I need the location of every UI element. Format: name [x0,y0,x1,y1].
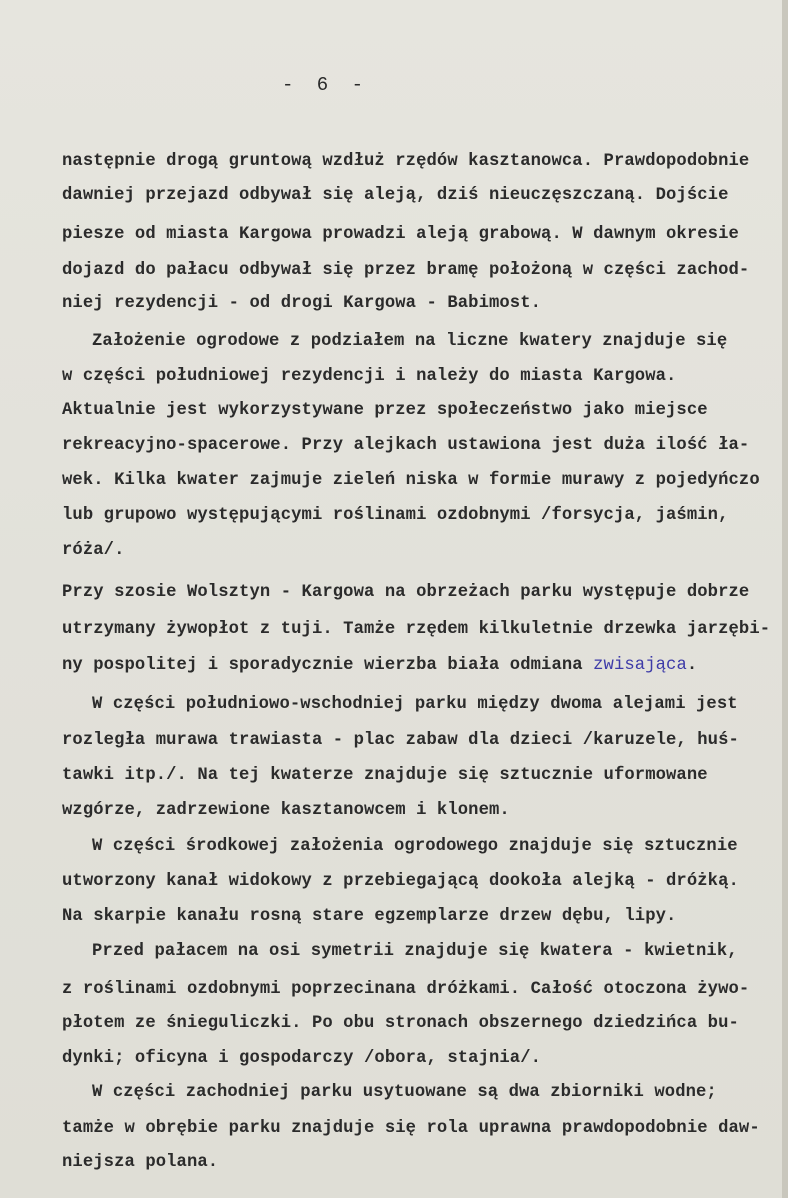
page-number: - 6 - [282,74,370,96]
text-line-content: lub grupowo występującymi roślinami ozdobnymi /forsycja, jaśmin, [62,506,729,525]
text-line [62,1049,541,1068]
text-line-content: W części południowo-wschodniej parku między dwoma alejami jest [92,695,738,714]
text-line-content: wzgórze, zadrzewione kasztanowcem i klonem. [62,801,510,820]
text-line-content: W części środkowej założenia ogrodowego znajduje się sztucznie [92,837,738,856]
text-line-content: rozległa murawa trawiasta - plac zabaw dla dzieci /karuzele, huś- [62,731,739,750]
text-line [62,471,760,490]
text-line [62,731,739,750]
page-edge [782,0,788,1198]
text-line [62,766,708,785]
text-line [62,294,541,313]
handwritten-correction: zwisająca [593,656,687,675]
text-line [92,837,738,856]
text-line [92,332,727,351]
text-line [62,261,749,280]
text-line [62,801,510,820]
text-line [62,1014,739,1033]
text-line-content: rekreacyjno-spacerowe. Przy alejkach ustawiona jest duża ilość ła- [62,436,750,455]
text-line-content: dojazd do pałacu odbywał się przez bramę położoną w części zachod- [62,261,750,280]
line-tail: . [686,656,698,675]
text-line [92,1083,717,1102]
text-line [92,942,738,961]
text-line-content: róża/. [62,541,125,560]
text-line-content: ny pospolitej i sporadycznie wierzba biała odmiana [62,656,594,675]
text-line [62,225,739,244]
text-line [62,620,770,639]
text-line [62,656,697,675]
text-line-content: tawki itp./. Na tej kwaterze znajduje się sztucznie uformowane [62,766,708,785]
text-line-content: płotem ze śnieguliczki. Po obu stronach obszernego dziedzińca bu- [62,1014,739,1033]
text-line-content: następnie drogą gruntową wzdłuż rzędów kasztanowca. Prawdopodobnie [62,152,750,171]
text-line [92,695,738,714]
text-line-content: z roślinami ozdobnymi poprzecinana dróżkami. Całość otoczona żywo- [62,980,750,999]
text-line [62,506,729,525]
text-line [62,436,749,455]
text-line [62,401,708,420]
text-line-content: tamże w obrębie parku znajduje się rola uprawna prawdopodobnie daw- [62,1119,760,1138]
text-line-content: W części zachodniej parku usytuowane są dwa zbiorniki wodne; [92,1083,717,1102]
text-line [62,152,749,171]
text-line-content: Przed pałacem na osi symetrii znajduje się kwatera - kwietnik, [92,942,738,961]
text-line-content: utrzymany żywopłot z tuji. Tamże rzędem kilkuletnie drzewka jarzębi- [62,620,771,639]
text-line-content: Założenie ogrodowe z podziałem na liczne kwatery znajduje się [92,332,728,351]
text-line [62,367,676,386]
text-line [62,980,749,999]
text-line-content: piesze od miasta Kargowa prowadzi aleją grabową. W dawnym okresie [62,225,739,244]
text-line-content: dawniej przejazd odbywał się aleją, dziś nieuczęszczaną. Dojście [62,186,729,205]
text-line-content: Na skarpie kanału rosną stare egzemplarze drzew dębu, lipy. [62,907,677,926]
text-line-content: w części południowej rezydencji i należy do miasta Kargowa. [62,367,677,386]
text-line [62,541,125,560]
text-line-content: dynki; oficyna i gospodarczy /obora, stajnia/. [62,1049,542,1068]
text-line-content: niejsza polana. [62,1153,219,1172]
text-line-content: utworzony kanał widokowy z przebiegającą dookoła alejką - dróżką. [62,872,739,891]
text-line [62,1153,218,1172]
text-line-content: Aktualnie jest wykorzystywane przez społeczeństwo jako miejsce [62,401,708,420]
text-line-content: Przy szosie Wolsztyn - Kargowa na obrzeżach parku występuje dobrze [62,583,750,602]
text-line [62,872,739,891]
text-line [62,907,676,926]
text-line-content: wek. Kilka kwater zajmuje zieleń niska w formie murawy z pojedyńczo [62,471,760,490]
text-line [62,583,749,602]
text-line [62,186,729,205]
text-line [62,1119,760,1138]
text-line-content: niej rezydencji - od drogi Kargowa - Babimost. [62,294,542,313]
